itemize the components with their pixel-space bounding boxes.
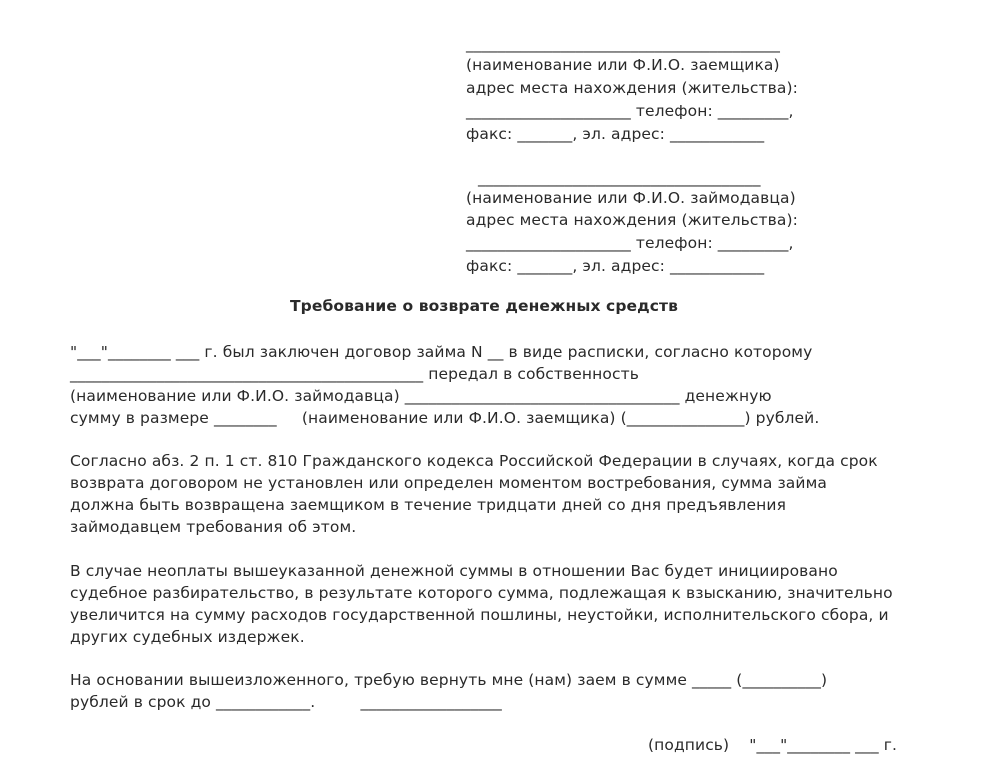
- paragraph-line: возврата договором не установлен или определен моментом востребования, сумма займа: [70, 474, 827, 492]
- paragraph-line: (наименование или Ф.И.О. займодавца) ___________________________________ денежную: [70, 387, 772, 405]
- borrower-address-label: адрес места нахождения (жительства):: [466, 79, 798, 97]
- borrower-fax-email: факс: _______, эл. адрес: ____________: [466, 125, 765, 143]
- borrower-name-line: ________________________________________: [466, 35, 780, 53]
- paragraph-line: других судебных издержек.: [70, 628, 305, 646]
- paragraph-line: _____________________________________________ передал в собственность: [70, 365, 639, 383]
- lender-name-label: (наименование или Ф.И.О. займодавца): [466, 189, 796, 207]
- signature-date-line: (подпись) "___"________ ___ г.: [648, 736, 897, 754]
- paragraph-line: "___"________ ___ г. был заключен договор займа N __ в виде расписки, согласно которому: [70, 343, 813, 361]
- paragraph-line: сумму в размере ________ (наименование или Ф.И.О. заемщика) (_______________) рублей.: [70, 409, 820, 427]
- paragraph-line: Согласно абз. 2 п. 1 ст. 810 Гражданского кодекса Российской Федерации в случаях, когда срок: [70, 452, 878, 470]
- borrower-name-label: (наименование или Ф.И.О. заемщика): [466, 56, 780, 74]
- document-title: Требование о возврате денежных средств: [290, 297, 679, 315]
- borrower-address-phone: _____________________ телефон: _________,: [466, 102, 794, 120]
- paragraph-line: увеличится на сумму расходов государственной пошлины, неустойки, исполнительского сбора, и: [70, 606, 889, 624]
- lender-fax-email: факс: _______, эл. адрес: ____________: [466, 257, 765, 275]
- paragraph-line: займодавцем требования об этом.: [70, 518, 357, 536]
- paragraph-line: На основании вышеизложенного, требую вернуть мне (нам) заем в сумме _____ (__________): [70, 671, 828, 689]
- lender-address-label: адрес места нахождения (жительства):: [466, 211, 798, 229]
- paragraph-line: рублей в срок до ____________. __________________: [70, 693, 502, 711]
- paragraph-line: должна быть возвращена заемщиком в течение тридцати дней со дня предъявления: [70, 496, 787, 514]
- lender-address-phone: _____________________ телефон: _________,: [466, 234, 794, 252]
- lender-name-line: ____________________________________: [478, 169, 761, 187]
- paragraph-line: судебное разбирательство, в результате которого сумма, подлежащая к взысканию, значительно: [70, 584, 893, 602]
- paragraph-line: В случае неоплаты вышеуказанной денежной суммы в отношении Вас будет инициировано: [70, 562, 838, 580]
